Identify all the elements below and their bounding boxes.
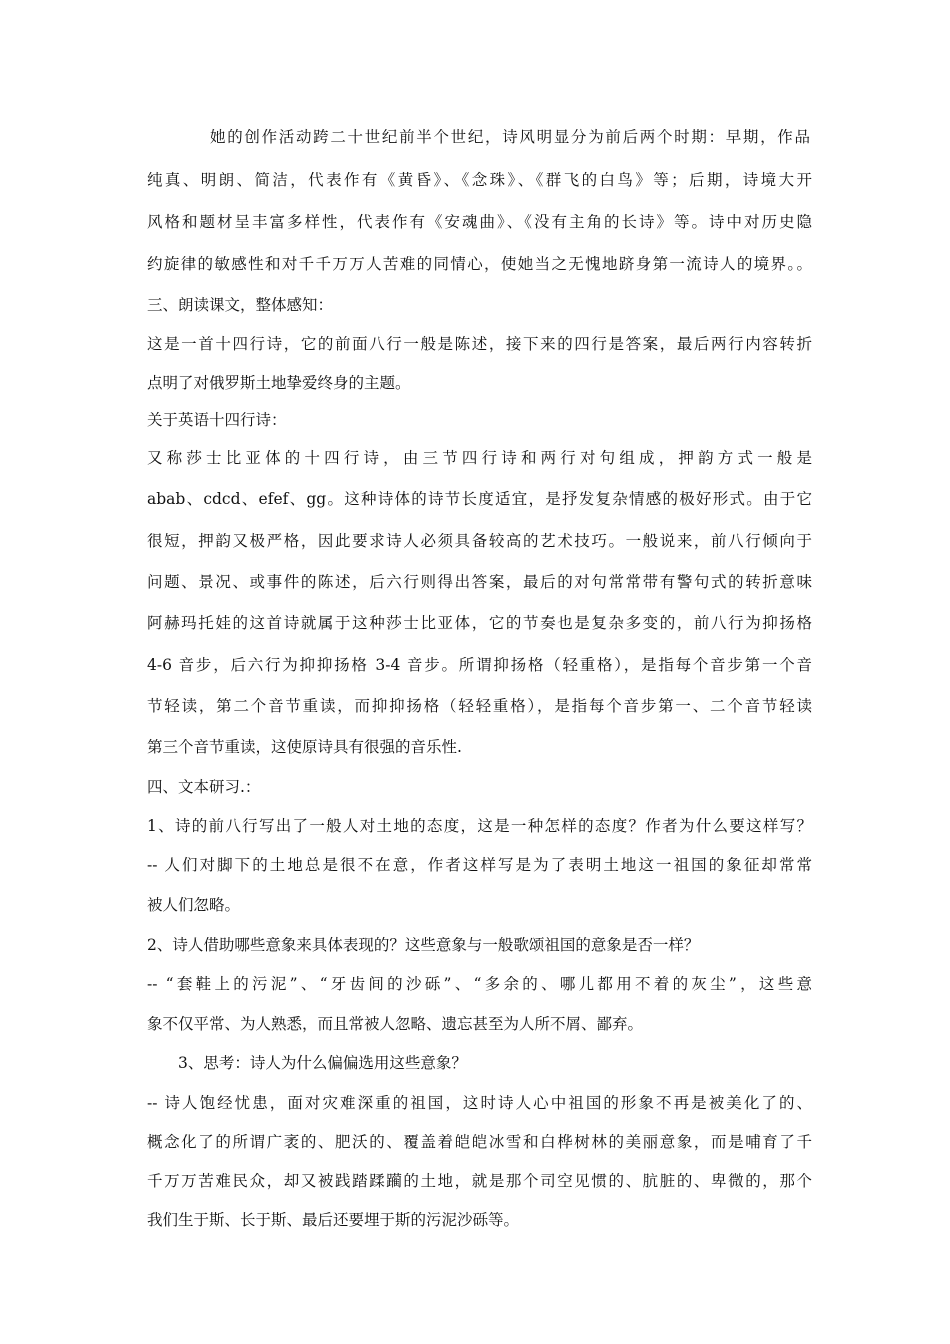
paragraph-line: 她的创作活动跨二十世纪前半个世纪，诗风明显分为前后两个时期：早期，作品: [210, 128, 810, 146]
paragraph-line: 这是一首十四行诗，它的前面八行一般是陈述，接下来的四行是答案，最后两行内容转折: [147, 335, 812, 353]
section-heading: 三、朗读课文，整体感知：: [147, 296, 334, 314]
paragraph-line: 4-6 音步，后六行为抑抑扬格 3-4 音步。所谓抑扬格（轻重格），是指每个音步第一个音: [147, 656, 812, 674]
answer-line: -- 诗人饱经忧患，面对灾难深重的祖国，这时诗人心中祖国的形象不再是被美化了的、: [147, 1094, 812, 1112]
paragraph-line: 纯真、明朗、简洁，代表作有《黄昏》、《念珠》、《群飞的白鸟》等；后期，诗境大开: [147, 171, 812, 189]
paragraph-line: abab、cdcd、efef、gg。这种诗体的诗节长度适宜，是抒发复杂情感的极好形式。由于它: [147, 490, 812, 508]
answer-line: 象不仅平常、为人熟悉，而且常被人忽略、遗忘甚至为人所不屑、鄙弃。: [147, 1015, 644, 1033]
paragraph-line: 第三个音节重读，这使原诗具有很强的音乐性.: [147, 738, 462, 756]
paragraph-line: 又称莎士比亚体的十四行诗，由三节四行诗和两行对句组成，押韵方式一般是: [147, 449, 812, 467]
answer-line: 被人们忽略。: [147, 896, 241, 914]
answer-line: 我们生于斯、长于斯、最后还要埋于斯的污泥沙砾等。: [147, 1211, 520, 1229]
answer-line: 千万万苦难民众，却又被践踏蹂躏的土地，就是那个司空见惯的、肮脏的、卑微的，那个: [147, 1172, 812, 1190]
paragraph-line: 问题、景况、或事件的陈述，后六行则得出答案，最后的对句常常带有警句式的转折意味: [147, 573, 812, 591]
paragraph-line: 风格和题材呈丰富多样性，代表作有《安魂曲》、《没有主角的长诗》等。诗中对历史隐: [147, 213, 812, 231]
question-line: 3、思考：诗人为什么偏偏选用这些意象？: [178, 1054, 467, 1072]
section-heading: 四、文本研习.：: [147, 778, 261, 796]
question-line: 1、诗的前八行写出了一般人对土地的态度，这是一种怎样的态度？作者为什么要这样写？: [147, 817, 812, 835]
paragraph-line: 节轻读，第二个音节重读，而抑抑扬格（轻轻重格），是指每个音步第一、二个音节轻读: [147, 697, 812, 715]
question-line: 2、诗人借助哪些意象来具体表现的？这些意象与一般歌颂祖国的意象是否一样？: [147, 936, 700, 954]
answer-line: -- 人们对脚下的土地总是很不在意，作者这样写是为了表明土地这一祖国的象征却常常: [147, 856, 812, 874]
answer-line: 概念化了的所谓广袤的、肥沃的、覆盖着皑皑冰雪和白桦树林的美丽意象，而是哺育了千: [147, 1133, 812, 1151]
section-heading: 关于英语十四行诗：: [147, 411, 287, 429]
paragraph-line: 点明了对俄罗斯土地挚爱终身的主题。: [147, 374, 411, 392]
paragraph-line: 阿赫玛托娃的这首诗就属于这种莎士比亚体，它的节奏也是复杂多变的，前八行为抑扬格: [147, 614, 812, 632]
paragraph-line: 约旋律的敏感性和对千千万万人苦难的同情心，使她当之无愧地跻身第一流诗人的境界。。: [147, 255, 812, 273]
paragraph-line: 很短，押韵又极严格，因此要求诗人必须具备较高的艺术技巧。一般说来，前八行倾向于: [147, 532, 812, 550]
answer-line: -- “套鞋上的污泥”、“牙齿间的沙砾”、“多余的、哪儿都用不着的灰尘”，这些意: [147, 975, 812, 993]
